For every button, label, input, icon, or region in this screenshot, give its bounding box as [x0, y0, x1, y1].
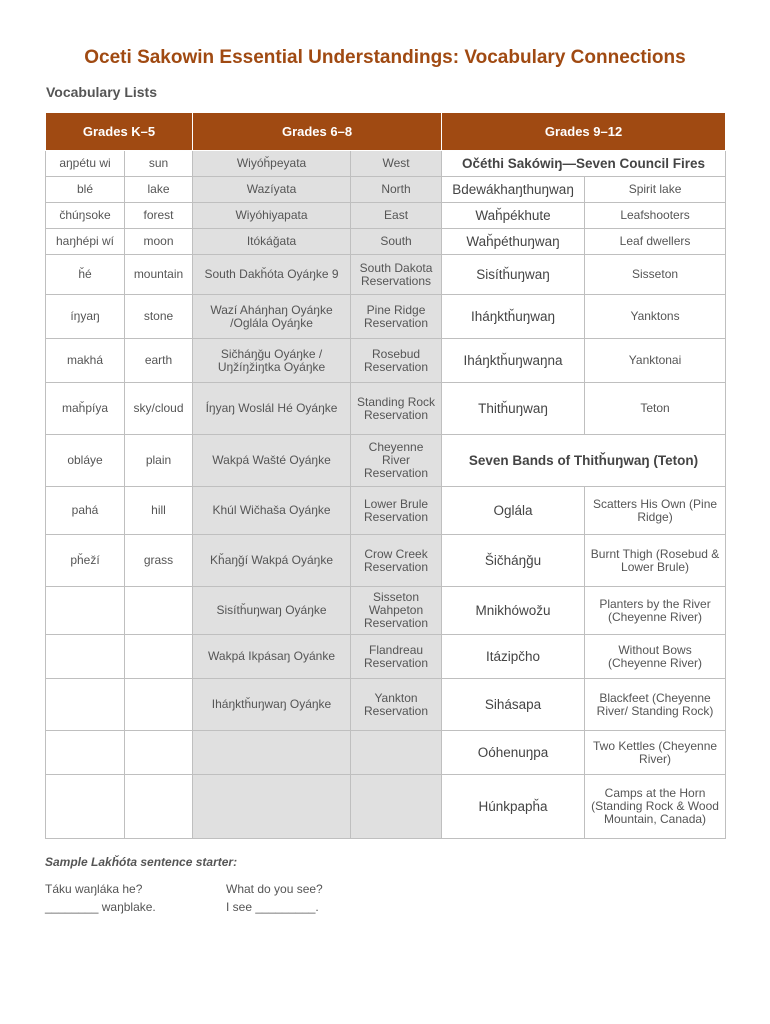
- g68-english-place: Yankton Reservation: [351, 679, 442, 731]
- g912-english-name: Without Bows (Cheyenne River): [585, 635, 726, 679]
- g912-lakota-name: Sisítȟuŋwaŋ: [442, 255, 585, 295]
- table-row: [46, 435, 726, 487]
- g68-english-place: West: [351, 151, 442, 177]
- g912-english-name: Burnt Thigh (Rosebud & Lower Brule): [585, 535, 726, 587]
- k5-english-word: mountain: [125, 255, 193, 295]
- k5-english-word: plain: [125, 435, 193, 487]
- table-row: [46, 339, 726, 383]
- g68-english-place: [351, 731, 442, 775]
- k5-english-word: grass: [125, 535, 193, 587]
- g68-lakota-place: Wiyóhiyapata: [193, 203, 351, 229]
- k5-lakota-word: pȟeží: [46, 535, 125, 587]
- g912-english-name: Leaf dwellers: [585, 229, 726, 255]
- k5-english-word: moon: [125, 229, 193, 255]
- table-row: [46, 229, 726, 255]
- k5-lakota-word: ȟé: [46, 255, 125, 295]
- g68-lakota-place: [193, 775, 351, 839]
- k5-english-word: sun: [125, 151, 193, 177]
- g68-lakota-place: Wazíyata: [193, 177, 351, 203]
- g68-lakota-place: Íŋyaŋ Woslál Hé Oyáŋke: [193, 383, 351, 435]
- g912-english-name: Yanktons: [585, 295, 726, 339]
- table-row: [46, 535, 726, 587]
- g912-lakota-name: Iháŋktȟuŋwaŋna: [442, 339, 585, 383]
- table-row: [46, 151, 726, 177]
- table-row: [46, 775, 726, 839]
- k5-english-word: forest: [125, 203, 193, 229]
- page-title: Oceti Sakowin Essential Understandings: Vocabulary Connections: [84, 47, 686, 68]
- k5-lakota-word: makhá: [46, 339, 125, 383]
- english-answer: I see _________.: [226, 900, 319, 914]
- k5-english-word: stone: [125, 295, 193, 339]
- g912-lakota-name: Bdewákhaŋthuŋwaŋ: [442, 177, 585, 203]
- k5-lakota-word: íŋyaŋ: [46, 295, 125, 339]
- g912-english-name: Sisseton: [585, 255, 726, 295]
- k5-lakota-word: [46, 587, 125, 635]
- g912-lakota-name: Itázipčho: [442, 635, 585, 679]
- g912-english-name: Scatters His Own (Pine Ridge): [585, 487, 726, 535]
- g68-english-place: East: [351, 203, 442, 229]
- g912-english-name: Teton: [585, 383, 726, 435]
- g68-lakota-place: [193, 731, 351, 775]
- k5-english-word: [125, 587, 193, 635]
- g912-english-name: Camps at the Horn (Standing Rock & Wood Mountain, Canada): [585, 775, 726, 839]
- k5-lakota-word: [46, 679, 125, 731]
- vocabulary-table: [45, 112, 726, 839]
- g68-lakota-place: Khúl Wičhaša Oyáŋke: [193, 487, 351, 535]
- table-row: [46, 679, 726, 731]
- g912-lakota-name: Oglála: [442, 487, 585, 535]
- g912-lakota-name: Oóhenuŋpa: [442, 731, 585, 775]
- g912-section-heading: Seven Bands of Thitȟuŋwaŋ (Teton): [442, 435, 726, 487]
- g68-english-place: Flandreau Reservation: [351, 635, 442, 679]
- header-grades-9-12: Grades 9–12: [442, 113, 726, 151]
- g68-lakota-place: South Dakȟóta Oyáŋke 9: [193, 255, 351, 295]
- k5-lakota-word: čhúŋsoke: [46, 203, 125, 229]
- k5-lakota-word: pahá: [46, 487, 125, 535]
- g912-lakota-name: Thitȟuŋwaŋ: [442, 383, 585, 435]
- g912-english-name: Two Kettles (Cheyenne River): [585, 731, 726, 775]
- k5-english-word: [125, 775, 193, 839]
- k5-english-word: lake: [125, 177, 193, 203]
- g912-lakota-name: Iháŋktȟuŋwaŋ: [442, 295, 585, 339]
- g912-section-heading: Očéthi Sakówiŋ—Seven Council Fires: [442, 151, 726, 177]
- g68-english-place: Cheyenne River Reservation: [351, 435, 442, 487]
- k5-lakota-word: aŋpétu wi: [46, 151, 125, 177]
- g68-english-place: North: [351, 177, 442, 203]
- lakota-question: Táku waŋláka he?: [45, 882, 143, 896]
- g912-lakota-name: Waȟpékhute: [442, 203, 585, 229]
- g68-lakota-place: Kȟaŋǧí Wakpá Oyáŋke: [193, 535, 351, 587]
- table-body: [46, 151, 726, 839]
- k5-lakota-word: obláye: [46, 435, 125, 487]
- g912-lakota-name: Waȟpéthuŋwaŋ: [442, 229, 585, 255]
- k5-english-word: sky/cloud: [125, 383, 193, 435]
- g912-lakota-name: Mnikhówožu: [442, 587, 585, 635]
- header-grades-k5: Grades K–5: [46, 113, 193, 151]
- g912-english-name: Yanktonai: [585, 339, 726, 383]
- k5-english-word: [125, 635, 193, 679]
- lakota-sentences: [45, 880, 156, 916]
- table-row: [46, 383, 726, 435]
- section-subtitle: Vocabulary Lists: [46, 84, 158, 100]
- g68-lakota-place: Wakpá Ikpásaŋ Oyánke: [193, 635, 351, 679]
- table-row: [46, 255, 726, 295]
- table-row: [46, 295, 726, 339]
- table-row: [46, 731, 726, 775]
- g68-lakota-place: Wakpá Wašté Oyáŋke: [193, 435, 351, 487]
- table-row: [46, 487, 726, 535]
- k5-lakota-word: [46, 731, 125, 775]
- k5-english-word: earth: [125, 339, 193, 383]
- table-row: [46, 635, 726, 679]
- g68-lakota-place: Wiyóȟpeyata: [193, 151, 351, 177]
- g68-lakota-place: Iháŋktȟuŋwaŋ Oyáŋke: [193, 679, 351, 731]
- english-question: What do you see?: [226, 882, 323, 896]
- table-header-row: [46, 113, 726, 151]
- g912-english-name: Blackfeet (Cheyenne River/ Standing Rock): [585, 679, 726, 731]
- g912-english-name: Leafshooters: [585, 203, 726, 229]
- g912-english-name: Spirit lake: [585, 177, 726, 203]
- g68-english-place: Sisseton Wahpeton Reservation: [351, 587, 442, 635]
- table-row: [46, 587, 726, 635]
- g68-english-place: South: [351, 229, 442, 255]
- g68-english-place: [351, 775, 442, 839]
- k5-lakota-word: [46, 775, 125, 839]
- g68-english-place: Standing Rock Reservation: [351, 383, 442, 435]
- g912-lakota-name: Sihásapa: [442, 679, 585, 731]
- k5-english-word: hill: [125, 487, 193, 535]
- k5-lakota-word: blé: [46, 177, 125, 203]
- sentence-starter-title: Sample Lakȟóta sentence starter:: [45, 855, 238, 869]
- k5-english-word: [125, 679, 193, 731]
- k5-lakota-word: [46, 635, 125, 679]
- g68-english-place: Rosebud Reservation: [351, 339, 442, 383]
- g912-lakota-name: Šičháŋǧu: [442, 535, 585, 587]
- g912-english-name: Planters by the River (Cheyenne River): [585, 587, 726, 635]
- g68-english-place: South Dakota Reservations: [351, 255, 442, 295]
- k5-lakota-word: haŋhépi wí: [46, 229, 125, 255]
- g68-lakota-place: Sičháŋǧu Oyáŋke / Uŋžíŋžiŋtka Oyáŋke: [193, 339, 351, 383]
- k5-lakota-word: maȟpíya: [46, 383, 125, 435]
- lakota-answer: ________ waŋblake.: [45, 900, 156, 914]
- table-row: [46, 203, 726, 229]
- g68-english-place: Pine Ridge Reservation: [351, 295, 442, 339]
- k5-english-word: [125, 731, 193, 775]
- g912-lakota-name: Húnkpapȟa: [442, 775, 585, 839]
- g68-english-place: Crow Creek Reservation: [351, 535, 442, 587]
- g68-lakota-place: Sisítȟuŋwaŋ Oyáŋke: [193, 587, 351, 635]
- header-grades-6-8: Grades 6–8: [193, 113, 442, 151]
- g68-lakota-place: Itókáǧata: [193, 229, 351, 255]
- table-row: [46, 177, 726, 203]
- english-sentences: [226, 880, 323, 916]
- g68-lakota-place: Wazí Aháŋhaŋ Oyáŋke /Oglála Oyáŋke: [193, 295, 351, 339]
- g68-english-place: Lower Brule Reservation: [351, 487, 442, 535]
